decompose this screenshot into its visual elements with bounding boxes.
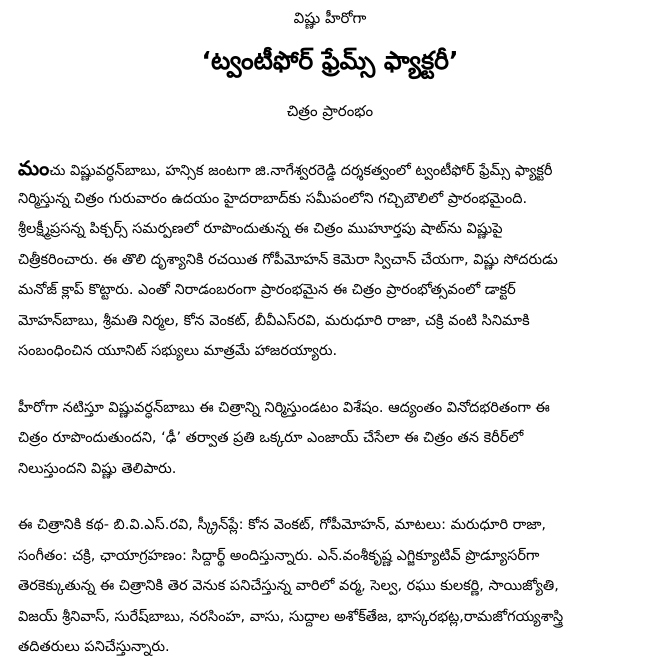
drop-cap: మం — [18, 156, 50, 180]
paragraph-3-line-5: తదితరులు పనిచేస్తున్నారు. — [18, 639, 170, 655]
paragraph-1-line-3: శ్రీలక్ష్మీప్రసన్న పిక్చర్స్ సమర్పణలో రూపొందుతున్న ఈ చిత్రం ముహూర్తపు షాట్‌ను విష్ణుపై — [18, 221, 503, 237]
paragraph-3-line-4: విజయ్ శ్రీనివాస్, సురేష్‌బాబు, నరసింహ, వాసు, సుద్దాల అశోక్‌తేజ, భాస్కరభట్ల,రామజోగయ్యశాస్త్రి — [18, 608, 564, 625]
paragraph-1-line-1-text: చు విష్ణువర్ధన్‌బాబు, హన్సిక జంటగా జి.నాగేశ్వరరెడ్డి దర్శకత్వంలో ట్వంటీఫోర్ ఫ్రేమ్స్ ఫ్యాక్టరీ — [49, 163, 553, 179]
paragraph-1-line-7: సంబంధించిన యూనిట్ సభ్యులు మాత్రమే హాజరయ్యారు. — [18, 343, 338, 359]
paragraph-gap — [18, 367, 640, 393]
paragraph-2-line-1: హీరోగా నటిస్తూ విష్ణువర్ధన్‌బాబు ఈ చిత్రాన్ని నిర్మిస్తుండటం విశేషం. ఆద్యంతం వినోదభరితంగా ఈ — [18, 399, 550, 416]
paragraph-2-line-3: నిలుస్తుందని విష్ణు తెలిపారు. — [18, 460, 177, 477]
paragraph-1-line-6: మోహన్‌బాబు, శ్రీమతి నిర్మల, కోన వెంకట్, బీవీఎస్‌రవి, మరుధూరి రాజా, చక్రి వంటి సినిమాకి — [18, 312, 530, 329]
paragraph-3-line-2: సంగీతం: చక్రి, ఛాయాగ్రహణం: సిద్దార్థ్ అందిస్తున్నారు. ఎన్.వంశీకృష్ణ ఎగ్జిక్యూటివ్ ప్రొడ్యూసర్‌గా — [18, 547, 540, 564]
paragraph-1-line-5: మనోజ్ క్లాప్ కొట్టారు. ఎంతో నిరాడంబరంగా ప్రారంభమైన ఈ చిత్రం ప్రారంభోత్సవంలో డాక్టర్ — [18, 282, 516, 298]
paragraph-3-line-3: తెరకెక్కుతున్న ఈ చిత్రానికి తెర వెనుక పనిచేస్తున్న వారిలో వర్మ, సెల్వ, రఘు కులకర్ణి, సాయిజ్యోతి, — [18, 578, 559, 594]
paragraph-1-line-2: నిర్మిస్తున్న చిత్రం గురువారం ఉదయం హైదరాబాద్‌కు సమీపంలోని గచ్చిబౌలిలో ప్రారంభమైంది. — [18, 190, 528, 207]
kicker-line: విష్ణు హీరోగా — [293, 9, 367, 27]
paragraph-1-line-1 — [18, 153, 640, 184]
paragraph-1-line-4: చిత్రీకరించారు. ఈ తొలి దృశ్యానికి రచయిత గోపీమోహన్ కెమెరా స్విచాన్ చేయగా, విష్ణు సోదరుడు — [18, 251, 558, 268]
paragraph-2-line-2: చిత్రం రూపొందుతుందని, ‘ఢీ’ తర్వాత ప్రతి ఒక్కరూ ఎంజాయ్ చేసేలా ఈ చిత్రం తన కెరీర్‌లో — [18, 430, 524, 446]
paragraph-3-line-1: ఈ చిత్రానికి కథ- బి.వి.ఎస్.రవి, స్క్రీన్‌ప్లే: కోన వెంకట్, గోపీమోహన్, మాటలు: మరుధూరి రాజా, — [18, 517, 547, 533]
paragraph-gap — [18, 484, 640, 510]
article-subtitle: చిత్రం ప్రారంభం — [286, 102, 374, 120]
article-title: ‘ట్వంటీఫోర్ ఫ్రేమ్స్ ఫ్యాక్టరీ’ — [201, 46, 459, 75]
article-body — [18, 153, 640, 663]
